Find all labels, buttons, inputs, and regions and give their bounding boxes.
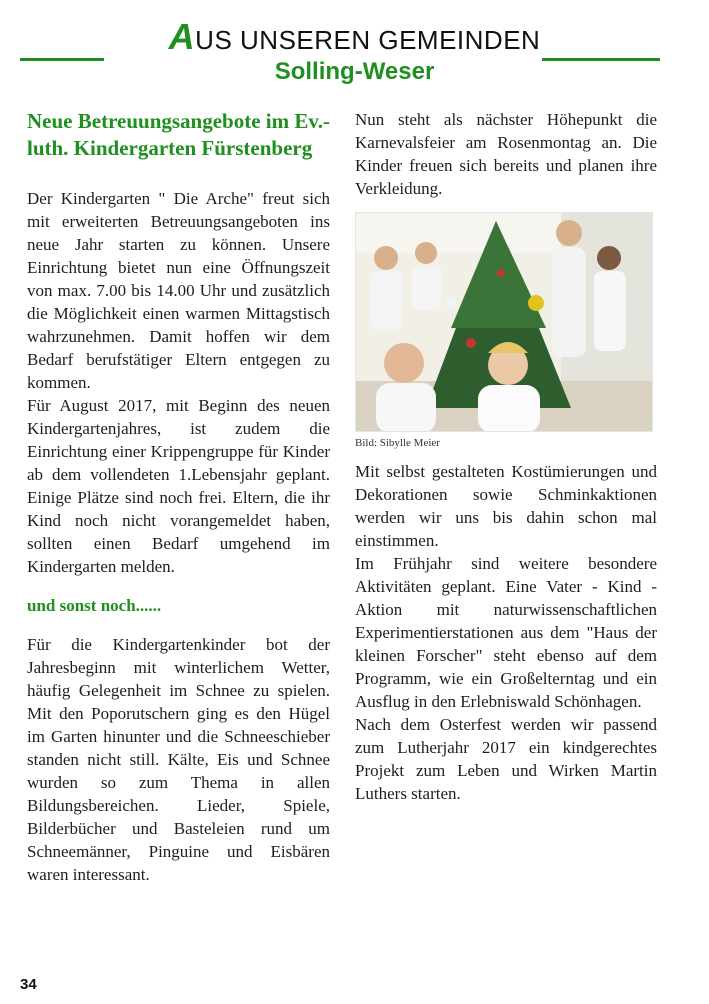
- section-title-rest: US UNSEREN GEMEINDEN: [195, 25, 541, 55]
- article-paragraph-7: Nach dem Osterfest werden wir passend zum Lutherjahr 2017 ein kindgerechtes Projekt zum Leben und Wirken Martin Luthers starten.: [355, 715, 657, 803]
- ornament-star: [528, 295, 544, 311]
- kindergarten-photo: [355, 212, 653, 432]
- article-paragraph-1: Der Kindergarten " Die Arche" freut sich mit erweiterten Betreuungsangeboten ins neue Jahr starten zu können. Unsere Einrichtung bietet nun eine Öffnungszeit von max. 7.00 bis 14.00 Uhr und zusätzlich die Möglichkeit einen warmen Mittagstisch wahrzunehmen. Damit hoffen wir dem Bedarf berufstätiger Eltern entgegen zu kommen.: [27, 189, 330, 392]
- photo-caption: Bild: Sibylle Meier: [355, 437, 440, 449]
- article-paragraph-2: Für August 2017, mit Beginn des neuen Kindergartenjahres, ist zudem die Einrichtung einer Krippengruppe für Kinder ab dem vollendeten 1.Lebensjahr geplant. Einige Plätze sind noch frei. Eltern, die ihr Kind noch nicht vorangemeldet haben, sollten einen Bedarf umgehend im Kindergarten melden.: [27, 396, 330, 576]
- article-column-left: [27, 108, 330, 886]
- article-paragraph-5: Mit selbst gestalteten Kostümierungen und Dekorationen sowie Schminkaktionen werden wir uns bis dahin schon mal einstimmen.: [355, 462, 657, 550]
- article-subheading: und sonst noch......: [27, 596, 162, 615]
- article-headline: Neue Betreuungsangebote im Ev.-luth. Kindergarten Fürstenberg: [27, 109, 330, 160]
- article-paragraph-4: Nun steht als nächster Höhepunkt die Karnevalsfeier am Rosenmontag an. Die Kinder freuen sich bereits und planen ihre Verkleidung.: [355, 110, 657, 198]
- section-subtitle: Solling-Weser: [274, 58, 435, 85]
- article-paragraph-3: Für die Kindergartenkinder bot der Jahresbeginn mit winterlichem Wetter, häufig Gelegenheit im Schnee zu spielen. Mit den Poporutschern ging es den Hügel im Garten hinunter und die Schneeschieber standen nicht still. Kälte, Eis und Schnee wurden so zum Thema in allen Bildungsbereichen. Lieder, Spiele, Bilderbücher und Basteleien rund um Schneemänner, Pinguine und Eisbären waren interessant.: [27, 635, 330, 884]
- page-number: 34: [20, 976, 37, 993]
- article-paragraph-6: Im Frühjahr sind weitere besondere Aktivitäten geplant. Eine Vater - Kind - Aktion mit naturwissenschaftlichen Experimentierstationen aus dem "Haus der kleinen Forscher" steht ebenso auf dem Programm, wie ein Großelterntag und ein Ausflug in den Erlebniswald Schönhagen.: [355, 554, 657, 711]
- photo-illustration: [356, 213, 653, 432]
- section-title: [0, 16, 709, 57]
- section-title-initial: A: [168, 16, 196, 57]
- article-column-right: [355, 108, 657, 805]
